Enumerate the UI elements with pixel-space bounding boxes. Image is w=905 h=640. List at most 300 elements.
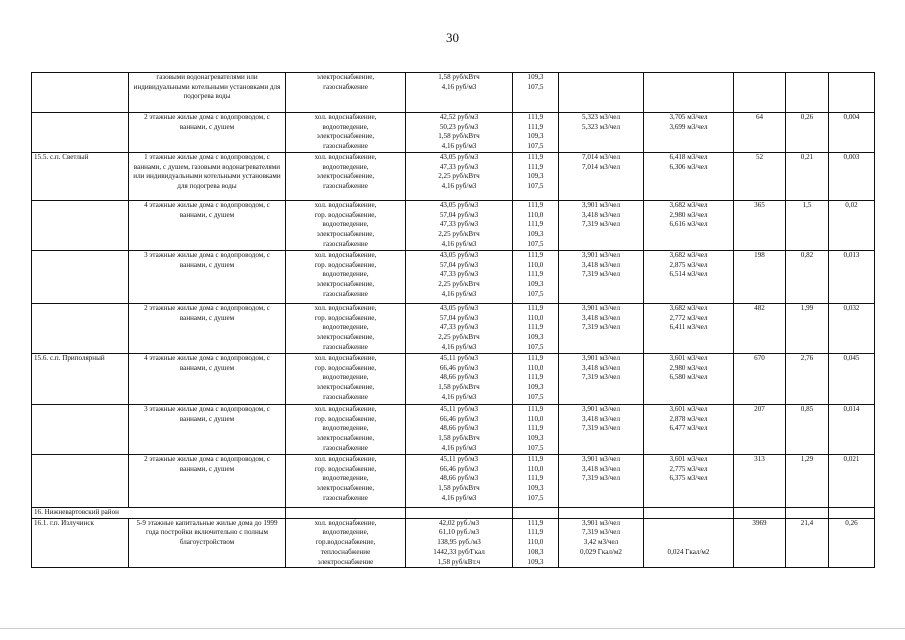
norm-alt-cell-line: 0,024 Гкал/м2 (667, 547, 710, 556)
tariffs-cell-line: 47,33 руб/м3 (439, 220, 479, 229)
settlement-cell (32, 455, 129, 508)
norm-alt-cell-line: 3,699 м3/чел (669, 122, 708, 131)
services-cell-line: газоснабжение (323, 289, 368, 298)
norm-cell (559, 153, 644, 201)
norm-alt-cell-line: 3,601 м3/чел (669, 405, 708, 413)
norm-alt-cell (644, 405, 734, 455)
tariffs-cell-line: 4,16 руб/м3 (441, 82, 477, 91)
services-cell-line: хол. водоснабжение, (314, 455, 377, 463)
tariffs-cell-line: 57,04 руб/м3 (439, 260, 479, 269)
tariffs-cell-line: 48,66 руб/м3 (439, 474, 479, 483)
indices-cell-line: 111,9 (527, 373, 544, 382)
services-cell-line: гор. водоснабжение, (314, 313, 377, 322)
share-cell: 0,032 (829, 304, 875, 354)
indices-cell-line: 111,9 (527, 113, 544, 121)
table-row (32, 251, 875, 304)
services-cell-line: газоснабжение (323, 493, 368, 502)
indices-cell-line: 111,9 (527, 518, 544, 527)
empty-cell (513, 508, 559, 519)
indices-cell-line: 109,3 (527, 383, 544, 392)
norm-cell-line: 3,901 м3/чел (582, 201, 620, 209)
indices-cell-line: 111,9 (527, 474, 544, 483)
norm-alt-cell-line: 3,682 м3/чел (669, 304, 708, 312)
services-cell-line: электроснабжение, (316, 434, 375, 443)
norm-alt-cell (644, 518, 734, 568)
indices-cell (513, 113, 559, 153)
norm-cell-line: 7,319 м3/чел (582, 424, 620, 433)
norm-alt-cell-line: 2,980 м3/чел (669, 363, 708, 372)
indices-cell-line: 111,9 (527, 528, 544, 537)
norm-cell (559, 73, 644, 113)
indices-cell-line: 111,9 (527, 251, 544, 259)
norm-alt-cell (644, 113, 734, 153)
norm-cell-line: 3,901 м3/чел (582, 251, 620, 259)
norm-alt-cell-line: 6,375 м3/чел (669, 474, 708, 483)
indices-cell-line: 109,3 (527, 172, 544, 181)
norm-alt-cell-line: 6,418 м3/чел (669, 153, 708, 161)
value-cell: 0,82 (786, 251, 829, 304)
tariffs-cell (406, 354, 513, 405)
tariffs-cell-line: 45,11 руб/м3 (440, 405, 478, 413)
norm-alt-cell (644, 251, 734, 304)
empty-cell (286, 508, 406, 519)
indices-cell-line: 108,3 (527, 547, 544, 556)
norm-alt-cell-line: 2,875 м3/чел (669, 260, 708, 269)
services-cell (286, 405, 406, 455)
services-cell-line: электроснабжение, (316, 172, 375, 181)
norm-alt-cell-line: 2,878 м3/чел (669, 414, 708, 423)
services-cell-line: хол. водоснабжение, (314, 251, 377, 259)
building-type-cell: 2 этажные жилые дома с водопроводом, с ваннами, с душем (129, 304, 286, 354)
empty-cell (829, 508, 875, 519)
norm-cell (559, 251, 644, 304)
norm-cell-line: 7,319 м3/чел (582, 323, 620, 332)
tariff-table (31, 72, 875, 568)
services-cell-line: хол. водоснабжение, (314, 304, 377, 312)
norm-cell (559, 354, 644, 405)
indices-cell (513, 153, 559, 201)
norm-cell-line: 0,029 Гкал/м2 (580, 547, 622, 556)
settlement-cell (32, 113, 129, 153)
norm-alt-cell-line: 6,306 м3/чел (669, 162, 708, 171)
services-cell-line: электроснабжение, (316, 333, 375, 342)
tariffs-cell-line: 1,58 руб/кВтч (438, 132, 480, 141)
norm-cell-line: 7,014 м3/чел (582, 162, 620, 171)
services-cell (286, 201, 406, 251)
norm-alt-cell-line (646, 528, 731, 538)
indices-cell-line: 109,3 (527, 73, 544, 81)
services-cell-line: водоотведение, (322, 528, 369, 537)
services-cell-line: хол. водоснабжение, (314, 518, 377, 527)
norm-cell-line: 7,319 м3/чел (582, 474, 620, 483)
norm-alt-cell-line: 3,682 м3/чел (669, 251, 708, 259)
tariffs-cell-line: 4,16 руб/м3 (441, 142, 477, 151)
count-cell (734, 73, 786, 113)
indices-cell (513, 201, 559, 251)
services-cell (286, 304, 406, 354)
table-row (32, 304, 875, 354)
norm-cell-line: 3,901 м3/чел (582, 405, 620, 413)
services-cell-line: гор. водоснабжение, (314, 260, 377, 269)
norm-alt-cell-line: 3,601 м3/чел (669, 354, 708, 362)
empty-cell (644, 508, 734, 519)
norm-cell-line: 3,901 м3/чел (582, 518, 620, 527)
services-cell-line: водоотведение, (322, 474, 369, 483)
tariffs-cell-line: 1,58 руб/кВт.ч (437, 557, 481, 566)
services-cell (286, 113, 406, 153)
services-cell-line: хол. водоснабжение, (314, 405, 377, 413)
services-cell (286, 73, 406, 113)
indices-cell-line: 107,5 (527, 182, 544, 191)
norm-alt-cell-line: 3,682 м3/чел (669, 201, 708, 209)
services-cell-line: водоотведение, (322, 424, 369, 433)
page-number: 30 (446, 30, 459, 45)
services-cell-line: газоснабжение (323, 443, 368, 452)
share-cell: 0,021 (829, 455, 875, 508)
norm-cell-line: 3,418 м3/чел (582, 414, 620, 423)
tariffs-cell-line: 1,58 руб/кВтч (438, 434, 480, 443)
indices-cell-line: 110,0 (527, 210, 544, 219)
tariffs-cell-line: 66,46 руб/м3 (439, 464, 479, 473)
indices-cell-line: 107,5 (527, 289, 544, 298)
indices-cell (513, 251, 559, 304)
services-cell-line: гор. водоснабжение, (314, 210, 377, 219)
tariffs-cell-line: 1,58 руб/кВтч (438, 484, 480, 493)
share-cell: 0,014 (829, 405, 875, 455)
indices-cell-line: 110,0 (527, 260, 544, 269)
services-cell-line: электроснабжение (317, 557, 374, 566)
indices-cell (513, 455, 559, 508)
tariffs-cell-line: 2,25 руб/кВтч (438, 172, 480, 181)
value-cell: 2,76 (786, 354, 829, 405)
table-row (32, 201, 875, 251)
count-cell: 64 (734, 113, 786, 153)
share-cell (829, 73, 875, 113)
tariffs-cell-line: 43,05 руб/м3 (439, 201, 479, 209)
tariffs-cell-line: 4,16 руб/м3 (441, 289, 477, 298)
tariffs-cell-line: 1442,33 руб/Гкал (433, 547, 485, 556)
indices-cell-line: 107,5 (527, 392, 544, 401)
count-cell: 482 (734, 304, 786, 354)
norm-cell-line: 5,323 м3/чел (582, 113, 620, 121)
tariffs-cell-line: 45,11 руб/м3 (440, 354, 478, 362)
indices-cell-line: 111,9 (527, 354, 544, 362)
table-row (32, 153, 875, 201)
services-cell-line: водоотведение, (322, 323, 369, 332)
services-cell (286, 354, 406, 405)
indices-cell-line: 107,5 (527, 82, 544, 91)
table-row (32, 518, 875, 568)
tariffs-cell (406, 518, 513, 568)
services-cell-line: электроснабжение, (316, 280, 375, 289)
services-cell-line: электроснабжение, (316, 383, 375, 392)
tariffs-cell-line: 4,16 руб/м3 (441, 342, 477, 351)
empty-cell (734, 508, 786, 519)
indices-cell-line: 111,9 (527, 220, 544, 229)
norm-cell-line: 3,418 м3/чел (582, 260, 620, 269)
tariffs-cell-line: 57,04 руб/м3 (439, 313, 479, 322)
services-cell-line: газоснабжение (323, 182, 368, 191)
share-cell: 0,004 (829, 113, 875, 153)
indices-cell-line: 111,9 (527, 201, 544, 209)
settlement-cell: 15.5. с.п. Светлый (32, 153, 129, 201)
indices-cell-line: 107,5 (527, 239, 544, 248)
services-cell-line: водоотведение, (322, 220, 369, 229)
norm-cell-line: 3,418 м3/чел (582, 363, 620, 372)
tariffs-cell-line: 4,16 руб/м3 (441, 182, 477, 191)
indices-cell (513, 304, 559, 354)
norm-cell-line: 3,901 м3/чел (582, 304, 620, 312)
services-cell-line: электроснабжение, (316, 132, 375, 141)
tariffs-cell-line: 42,02 руб./м3 (438, 518, 480, 527)
indices-cell-line: 111,9 (527, 153, 544, 161)
norm-alt-cell-line (646, 538, 731, 548)
tariffs-cell-line: 47,33 руб/м3 (439, 323, 479, 332)
value-cell: 1,5 (786, 201, 829, 251)
tariffs-cell-line: 47,33 руб/м3 (439, 270, 479, 279)
tariffs-cell-line: 1,58 руб/кВтч (438, 383, 480, 392)
tariffs-cell-line: 43,05 руб/м3 (439, 304, 479, 312)
empty-cell (786, 508, 829, 519)
norm-cell (559, 304, 644, 354)
tariffs-cell-line: 48,66 руб/м3 (439, 373, 479, 382)
services-cell-line: хол. водоснабжение, (314, 201, 377, 209)
indices-cell-line: 111,9 (527, 162, 544, 171)
tariffs-cell-line: 43,05 руб/м3 (439, 251, 479, 259)
norm-alt-cell-line: 6,616 м3/чел (669, 220, 708, 229)
indices-cell-line: 107,5 (527, 493, 544, 502)
norm-cell-line: 7,319 м3/чел (582, 528, 620, 537)
norm-alt-cell-line: 6,411 м3/чел (669, 323, 708, 332)
norm-cell-line: 7,014 м3/чел (582, 153, 620, 161)
indices-cell (513, 354, 559, 405)
count-cell: 313 (734, 455, 786, 508)
share-cell: 0,26 (829, 518, 875, 568)
building-type-cell: 1 этажные жилые дома с водопроводом, с ваннами, с душем, газовыми водонагревателями или индивидуальными котельными установками для подогрева воды (129, 153, 286, 201)
indices-cell-line: 111,9 (527, 323, 544, 332)
tariffs-cell-line: 50,23 руб/м3 (439, 122, 479, 131)
tariffs-cell-line: 2,25 руб/кВтч (438, 333, 480, 342)
share-cell: 0,045 (829, 354, 875, 405)
value-cell: 0,85 (786, 405, 829, 455)
value-cell: 0,26 (786, 113, 829, 153)
norm-cell-line: 7,319 м3/чел (582, 220, 620, 229)
services-cell (286, 518, 406, 568)
indices-cell-line: 109,3 (527, 434, 544, 443)
tariffs-cell-line: 2,25 руб/кВтч (438, 230, 480, 239)
settlement-cell (32, 73, 129, 113)
norm-alt-cell-line: 3,705 м3/чел (669, 113, 708, 121)
norm-cell-line: 7,319 м3/чел (582, 373, 620, 382)
norm-alt-cell-line: 6,580 м3/чел (669, 373, 708, 382)
services-cell-line: газоснабжение (323, 342, 368, 351)
norm-cell-line: 3,418 м3/чел (582, 210, 620, 219)
services-cell-line: гор.водоснабжение, (315, 538, 376, 547)
tariffs-cell-line: 2,25 руб/кВтч (438, 280, 480, 289)
norm-cell-line: 3,901 м3/чел (582, 455, 620, 463)
norm-alt-cell-line: 2,772 м3/чел (669, 313, 708, 322)
indices-cell-line: 110,0 (527, 313, 544, 322)
norm-alt-cell-line: 2,980 м3/чел (669, 210, 708, 219)
indices-cell-line: 111,9 (527, 405, 544, 413)
indices-cell-line: 107,5 (527, 142, 544, 151)
table-row (32, 354, 875, 405)
indices-cell-line: 109,3 (527, 484, 544, 493)
norm-alt-cell-line: 6,477 м3/чел (669, 424, 708, 433)
norm-alt-cell-line: 6,514 м3/чел (669, 270, 708, 279)
indices-cell (513, 518, 559, 568)
norm-cell-line: 3,418 м3/чел (582, 313, 620, 322)
services-cell-line: гор. водоснабжение, (314, 363, 377, 372)
norm-alt-cell (644, 354, 734, 405)
tariffs-cell (406, 73, 513, 113)
services-cell (286, 251, 406, 304)
services-cell-line: хол. водоснабжение, (314, 153, 377, 161)
table-row (32, 405, 875, 455)
indices-cell-line: 107,5 (527, 443, 544, 452)
services-cell-line: газоснабжение (323, 82, 368, 91)
table-row (32, 113, 875, 153)
count-cell: 670 (734, 354, 786, 405)
region-heading-row (32, 508, 875, 519)
value-cell: 1,29 (786, 455, 829, 508)
services-cell-line: электроснабжение, (316, 73, 375, 81)
tariffs-cell (406, 455, 513, 508)
building-type-cell: 3 этажные жилые дома с водопроводом, с ваннами, с душем (129, 251, 286, 304)
indices-cell-line: 111,9 (527, 424, 544, 433)
services-cell-line: хол. водоснабжение, (314, 354, 377, 362)
building-type-cell: 2 этажные жилые дома с водопроводом, с ваннами, с душем (129, 113, 286, 153)
tariffs-cell (406, 304, 513, 354)
indices-cell-line: 111,9 (527, 455, 544, 463)
indices-cell-line: 111,9 (527, 122, 544, 131)
indices-cell-line: 110,0 (527, 363, 544, 372)
tariffs-cell-line: 66,46 руб/м3 (439, 363, 479, 372)
empty-cell (559, 508, 644, 519)
tariffs-cell-line: 4,16 руб/м3 (441, 443, 477, 452)
norm-cell-line: 3,42 м3/чел (583, 538, 619, 547)
norm-cell-line: 3,418 м3/чел (582, 464, 620, 473)
indices-cell (513, 73, 559, 113)
norm-cell-line: 7,319 м3/чел (582, 270, 620, 279)
indices-cell-line: 110,0 (527, 414, 544, 423)
norm-alt-cell (644, 73, 734, 113)
value-cell: 0,21 (786, 153, 829, 201)
norm-cell (559, 518, 644, 568)
tariffs-cell-line: 1,58 руб/кВтч (438, 73, 480, 81)
value-cell: 1,99 (786, 304, 829, 354)
services-cell-line: электроснабжение, (316, 230, 375, 239)
indices-cell (513, 405, 559, 455)
tariffs-cell-line: 47,33 руб/м3 (439, 162, 479, 171)
tariffs-cell-line: 45,11 руб/м3 (440, 455, 478, 463)
tariffs-cell (406, 153, 513, 201)
services-cell-line: гор. водоснабжение, (314, 464, 377, 473)
indices-cell-line: 109,3 (527, 333, 544, 342)
table-row (32, 455, 875, 508)
tariffs-cell (406, 251, 513, 304)
norm-cell (559, 201, 644, 251)
settlement-cell: 16.1. г.п. Излучинск (32, 518, 129, 568)
count-cell: 365 (734, 201, 786, 251)
services-cell (286, 153, 406, 201)
settlement-cell (32, 304, 129, 354)
norm-alt-cell-line: 3,601 м3/чел (669, 455, 708, 463)
indices-cell-line: 110,0 (527, 538, 544, 547)
indices-cell-line: 109,3 (527, 230, 544, 239)
tariffs-cell-line: 4,16 руб/м3 (441, 392, 477, 401)
norm-cell-line: 5,323 м3/чел (582, 122, 620, 131)
value-cell: 21,4 (786, 518, 829, 568)
services-cell-line: водоотведение, (322, 122, 369, 131)
region-heading: 16. Нижневартовский район (32, 508, 286, 519)
table-row (32, 73, 875, 113)
tariffs-cell-line: 61,10 руб./м3 (438, 528, 480, 537)
indices-cell-line: 107,5 (527, 342, 544, 351)
count-cell: 52 (734, 153, 786, 201)
settlement-cell: 15.6. с.п. Приполярный (32, 354, 129, 405)
indices-cell-line: 109,3 (527, 132, 544, 141)
building-type-cell: газовыми водонагревателями или индивидуальными котельными установками для подогрева воды (129, 73, 286, 113)
share-cell: 0,013 (829, 251, 875, 304)
building-type-cell: 4 этажные жилые дома с водопроводом, с ваннами, с душем (129, 354, 286, 405)
settlement-cell (32, 405, 129, 455)
scan-edge (0, 628, 905, 629)
building-type-cell: 2 этажные жилые дома с водопроводом, с ваннами, с душем (129, 455, 286, 508)
norm-alt-cell (644, 455, 734, 508)
count-cell: 207 (734, 405, 786, 455)
indices-cell-line: 110,0 (527, 464, 544, 473)
services-cell-line: хол. водоснабжение, (314, 113, 377, 121)
tariffs-cell (406, 201, 513, 251)
tariffs-cell-line: 4,16 руб/м3 (441, 239, 477, 248)
indices-cell-line: 109,3 (527, 280, 544, 289)
norm-alt-cell-line (646, 519, 731, 529)
norm-alt-cell (644, 304, 734, 354)
share-cell: 0,003 (829, 153, 875, 201)
tariffs-cell-line: 48,66 руб/м3 (439, 424, 479, 433)
tariffs-cell-line: 57,04 руб/м3 (439, 210, 479, 219)
norm-alt-cell-line: 2,775 м3/чел (669, 464, 708, 473)
norm-alt-cell (644, 153, 734, 201)
tariffs-cell (406, 113, 513, 153)
services-cell-line: теплоснабжение (320, 547, 371, 556)
value-cell (786, 73, 829, 113)
settlement-cell (32, 201, 129, 251)
norm-cell-line: 3,901 м3/чел (582, 354, 620, 362)
services-cell-line: водоотведение, (322, 162, 369, 171)
indices-cell-line: 111,9 (527, 304, 544, 312)
norm-cell (559, 455, 644, 508)
tariffs-cell-line: 138,95 руб./м3 (437, 538, 481, 547)
building-type-cell: 4 этажные жилые дома с водопроводом, с ваннами, с душем (129, 201, 286, 251)
building-type-cell: 5-9 этажные капитальные жилые дома до 1999 года постройки включительно с полным благоустройством (129, 518, 286, 568)
tariffs-cell-line: 43,05 руб/м3 (439, 153, 479, 161)
building-type-cell: 3 этажные жилые дома с водопроводом, с ваннами, с душем (129, 405, 286, 455)
services-cell-line: газоснабжение (323, 392, 368, 401)
services-cell-line: водоотведение, (322, 373, 369, 382)
norm-alt-cell (644, 201, 734, 251)
services-cell-line: электроснабжение, (316, 484, 375, 493)
tariffs-cell-line: 66,46 руб/м3 (439, 414, 479, 423)
norm-cell (559, 113, 644, 153)
count-cell: 3969 (734, 518, 786, 568)
tariffs-cell-line: 42,52 руб/м3 (439, 113, 479, 121)
settlement-cell (32, 251, 129, 304)
count-cell: 198 (734, 251, 786, 304)
services-cell-line: газоснабжение (323, 239, 368, 248)
services-cell-line: гор. водоснабжение, (314, 414, 377, 423)
